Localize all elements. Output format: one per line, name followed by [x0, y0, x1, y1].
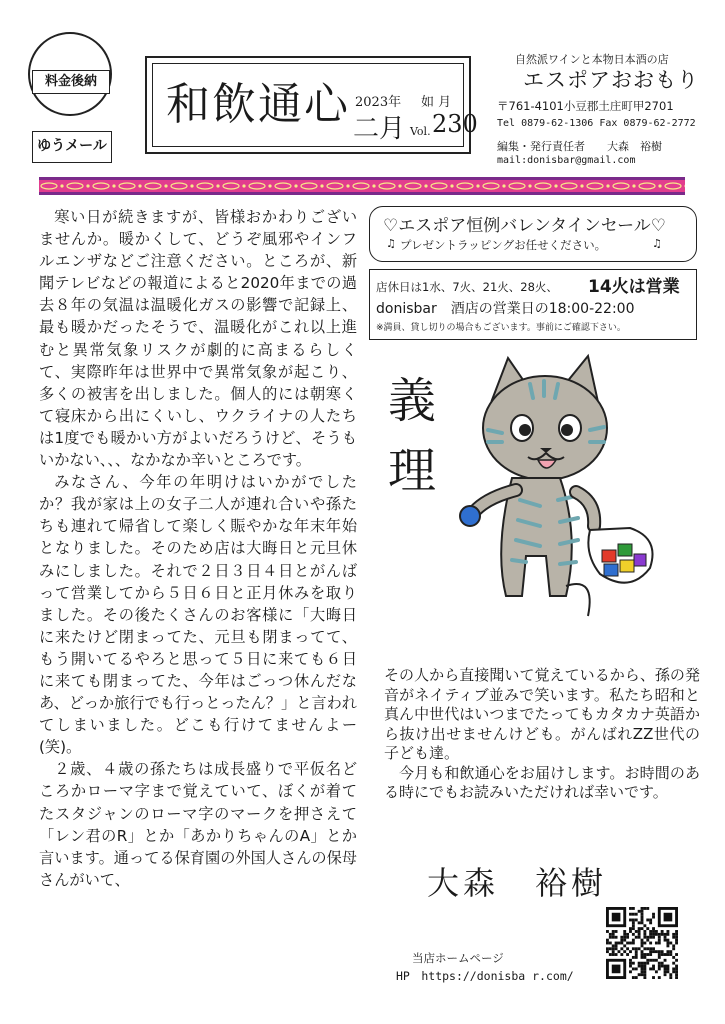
shop-address: 〒761-4101小豆郡土庄町甲2701 [497, 99, 674, 113]
border-dot [112, 184, 115, 187]
border-ornament [613, 183, 629, 189]
border-ornament [353, 183, 369, 189]
border-dot [86, 184, 89, 187]
paragraph: 寒い日が続きますが、皆様おかわりございませんか。暖かくして、どうぞ風邪やインフルエンザなどご注意ください。ところが、新聞テレビなどの報道によると2020年までの過去８年の気温は温暖化ガスの影響で記録上、最も暖かだったそうで、温暖化がこれ以上進むと異常気象リスクが劇的に高まるらしくて、実際昨年は世界中で異常気象が起こり、多くの被害を出しました。個人的には朝寒くて寝床から出にくいし、ウクライナの人たちは1度でも暖かい方がよいだろうけど、そうもいかない、、、なかなか辛いところです。 [39, 208, 357, 470]
postage-fee-label: 料金後納 [32, 70, 110, 94]
cat-illustration [430, 350, 670, 650]
border-ornament [145, 183, 161, 189]
issue-year: 2023年 [355, 95, 402, 110]
decorative-border-pattern [39, 177, 685, 195]
border-ornament [93, 183, 109, 189]
border-dot [476, 184, 479, 187]
border-ornament [483, 183, 499, 189]
shop-email: mail:donisbar@gmail.com [497, 155, 636, 166]
music-note-icon: ♫ [652, 237, 662, 250]
open-on-14th: 14火は営業 [588, 277, 680, 297]
border-ornament [301, 183, 317, 189]
border-ornament [561, 183, 577, 189]
paragraph: ２歳、４歳の孫たちは成長盛りで平仮名どころかローマ字まで覚えていて、ぼくが着てたスタジャンのローマ字のマークを押さえて「レン君のR」とか「あかりちゃんのA」とか言います。通ってる保育園の外国人さんの保母さんがいて、 [39, 760, 357, 889]
border-dot [424, 184, 427, 187]
author-signature: 大森 裕樹 [427, 864, 608, 902]
border-ornament [275, 183, 291, 189]
border-dot [320, 184, 323, 187]
qr-code-icon[interactable] [606, 907, 678, 979]
border-dot [190, 184, 193, 187]
valentine-sale-subtitle: プレゼントラッピングお任せください。 [400, 238, 607, 252]
border-dot [242, 184, 245, 187]
border-dot [164, 184, 167, 187]
border-dot [450, 184, 453, 187]
border-ornament [509, 183, 525, 189]
border-ornament [431, 183, 447, 189]
volume-label: Vol. [410, 125, 431, 138]
shop-name: エスポアおおもり [523, 68, 699, 92]
border-dot [632, 184, 635, 187]
giri-handwritten-text: 義理 [388, 373, 437, 499]
border-dot [528, 184, 531, 187]
paragraph: 今月も和飲通心をお届けします。お時間のある時にでもお読みいただければ幸いです。 [384, 763, 700, 801]
border-ornament [223, 183, 239, 189]
border-dot [580, 184, 583, 187]
yu-mail-label: ゆうメール [32, 131, 112, 163]
border-ornament [249, 183, 265, 189]
border-dot [554, 184, 557, 187]
border-dot [606, 184, 609, 187]
border-ornament [197, 183, 213, 189]
border-dot [216, 184, 219, 187]
border-ornament [41, 183, 57, 189]
issue-month-traditional: 如 月 [421, 95, 452, 110]
border-ornament [665, 183, 681, 189]
border-dot [268, 184, 271, 187]
homepage-label: 当店ホームページ [412, 951, 504, 965]
paragraph: みなさん、今年の年明けはいかがでしたか？我が家は上の女子二人が連れ合いや孫たちも連れて帰省して楽しく賑やかな年末年始となりました。そのため店は大晦日と元旦休みにしました。それで２日３日４日とがんばって営業してから５日６日と正月休みを取りました。その後たくさんのお客様に「大晦日に来たけど閉まってた、元旦も閉まってて、もう開いてるやろと思って５日に来ても６日に来ても閉まってた、今年はごっつ休んだなあ、どっか旅行でも行っとったん？」と言われてしまいました。どこも行けてませんよー(笑)。 [39, 473, 357, 757]
border-ornament [587, 183, 603, 189]
border-ornament [405, 183, 421, 189]
border-dot [138, 184, 141, 187]
border-ornament [67, 183, 83, 189]
valentine-sale-title: ♡エスポア恒例バレンタインセール♡ [383, 216, 667, 236]
border-ornament [639, 183, 655, 189]
border-dot [60, 184, 63, 187]
border-ornament [171, 183, 187, 189]
paragraph: その人から直接聞いて覚えているから、孫の発音がネイティブ並みで笑います。私たち昭和と真ん中世代はいつまでたってもカタカナ英語から抜け出せませんけども。がんばれZZ世代の子ども達。 [384, 666, 700, 762]
border-dot [398, 184, 401, 187]
border-ornament [327, 183, 343, 189]
article-right [384, 666, 700, 803]
border-dot [502, 184, 505, 187]
bar-hours: donisbar 酒店の営業日の18:00-22:00 [376, 301, 635, 317]
closed-days: 店休日は1水、7火、21火、28火、 [376, 280, 558, 294]
music-note-icon: ♫ [386, 237, 396, 250]
border-dot [294, 184, 297, 187]
border-ornament [379, 183, 395, 189]
hours-note: ※満員、貸し切りの場合もございます。事前にご確認下さい。 [376, 323, 626, 333]
article-left [39, 206, 357, 891]
issue-month: 二月 [353, 114, 406, 144]
border-ornament [119, 183, 135, 189]
border-ornament [457, 183, 473, 189]
shop-tagline: 自然派ワインと本物日本酒の店 [515, 53, 669, 66]
border-dot [658, 184, 661, 187]
border-ornament [535, 183, 551, 189]
homepage-url[interactable]: HP https://donisba r.com/ [396, 969, 574, 983]
border-dot [684, 184, 685, 187]
volume-number: 230 [432, 110, 478, 138]
newsletter-title: 和飲通心 [166, 79, 350, 130]
shop-phone: Tel 0879-62-1306 Fax 0879-62-2772 [497, 118, 696, 129]
border-dot [372, 184, 375, 187]
border-dot [346, 184, 349, 187]
shop-editor: 編集・発行責任者 大森 裕樹 [497, 140, 662, 153]
